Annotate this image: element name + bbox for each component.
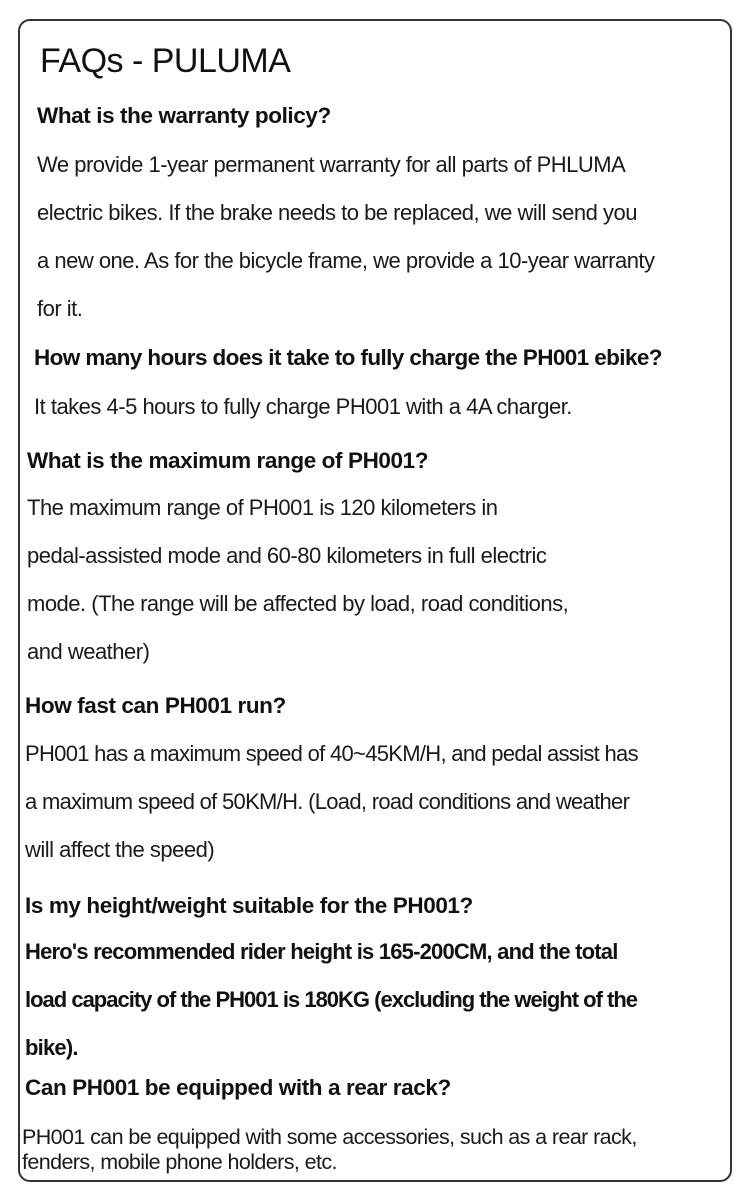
faq-question-speed: How fast can PH001 run? [25,693,286,718]
faq-question-charge-time: How many hours does it take to fully charge the PH001 ebike? [34,345,662,370]
faq-answer-line: a maximum speed of 50KM/H. (Load, road conditions and weather [25,789,630,814]
faq-question-warranty: What is the warranty policy? [37,103,331,128]
faq-answer-line: pedal-assisted mode and 60-80 kilometers in full electric [27,543,547,568]
faq-question-range: What is the maximum range of PH001? [27,448,429,473]
faq-answer-line: mode. (The range will be affected by load, road conditions, [27,591,569,616]
faq-answer-line: It takes 4-5 hours to fully charge PH001 with a 4A charger. [34,394,572,419]
faq-answer-line: electric bikes. If the brake needs to be replaced, we will send you [37,200,637,225]
page-title: FAQs - PULUMA [40,42,291,80]
faq-answer-line: for it. [37,296,83,321]
faq-answer-line: and weather) [27,639,150,664]
faq-answer-line: PH001 has a maximum speed of 40~45KM/H, and pedal assist has [25,741,638,766]
faq-answer-line: a new one. As for the bicycle frame, we provide a 10-year warranty [37,248,655,273]
faq-answer-line: load capacity of the PH001 is 180KG (excluding the weight of the [25,987,638,1012]
faq-question-height-weight: Is my height/weight suitable for the PH001? [25,893,473,918]
faq-answer-line: Hero's recommended rider height is 165-200CM, and the total [25,939,618,964]
faq-answer-line: PH001 can be equipped with some accessories, such as a rear rack, [22,1125,637,1149]
faq-answer-line: We provide 1-year permanent warranty for all parts of PHLUMA [37,152,626,177]
faq-answer-line: fenders, mobile phone holders, etc. [22,1150,337,1174]
faq-answer-line: bike). [25,1035,78,1060]
faq-answer-line: The maximum range of PH001 is 120 kilometers in [27,495,498,520]
faq-answer-line: will affect the speed) [25,837,215,862]
faq-question-rear-rack: Can PH001 be equipped with a rear rack? [25,1075,451,1100]
